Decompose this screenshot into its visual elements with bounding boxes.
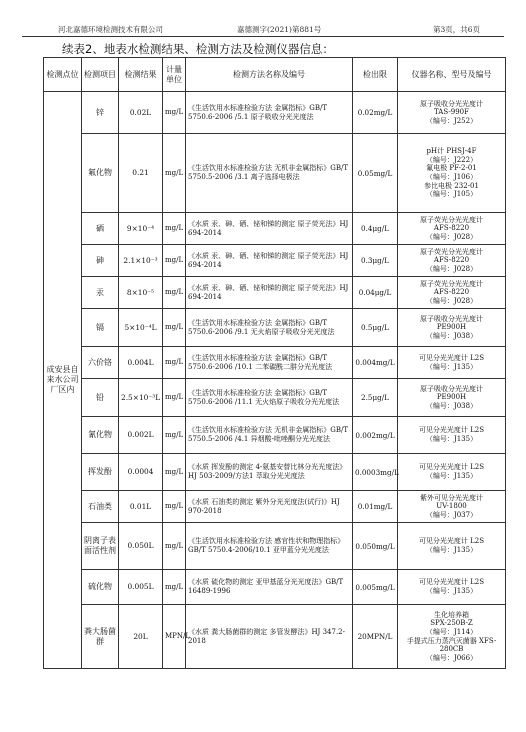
col-header-method: 检测方法名称及编号 (186, 58, 353, 92)
instrument-cell (398, 347, 506, 379)
unit-cell: mg/L (163, 347, 186, 379)
instrument-line: （编号：J106） (425, 173, 478, 181)
table-row (44, 92, 506, 134)
instrument-line: 可见分光光度计 L2S (418, 578, 485, 587)
instrument-line: AFS-8220 (433, 256, 470, 265)
limit-cell: 0.02mg/L (353, 92, 398, 134)
item-cell: 挥发酚 (82, 454, 119, 491)
instrument-cell (398, 417, 506, 454)
table-row (44, 491, 506, 523)
col-header-location: 检测点位 (44, 58, 82, 92)
method-cell: 《生活饮用水标准检验方法 金属指标》GB/T 5750.6-2006 /9.1 无火焰原子吸收分光光度法 (186, 309, 353, 347)
instrument-line: SPX-250B-Z (430, 619, 473, 628)
limit-cell: 0.4μg/L (353, 213, 398, 245)
instrument-line: （编号：J135） (425, 546, 478, 554)
table-row (44, 134, 506, 213)
limit-cell: 0.01mg/L (353, 491, 398, 523)
instrument-cell (398, 605, 506, 669)
instrument-line: TAS-990F (434, 108, 469, 117)
unit-cell: mg/L (163, 454, 186, 491)
col-header-result: 检测结果 (119, 58, 163, 92)
item-cell: 氰化物 (82, 417, 119, 454)
table-body (44, 92, 506, 669)
result-cell: 5×10⁻⁴L (119, 309, 163, 347)
instrument-line: （编号：J028） (425, 264, 478, 273)
method-cell: 《生活饮用水标准检验方法 金属指标》GB/T 5750.6-2006 /5.1 原子吸收分光光度法 (186, 92, 353, 134)
table-row (44, 417, 506, 454)
result-cell: 0.01L (119, 491, 163, 523)
instrument-cell (398, 491, 506, 523)
instrument-line: AFS-8220 (433, 224, 470, 233)
instrument-line: pH计 PHSJ-4F (426, 147, 477, 156)
method-cell: 《水质 挥发酚的测定 4-氨基安替比林分光光度法》HJ 503-2009/方法1 萃取分光光度法 (186, 454, 353, 491)
method-cell: 《水质 粪大肠菌群的测定 多管发酵法》HJ 347.2-2018 (186, 605, 353, 669)
item-cell: 阴离子表面活性剂 (82, 523, 119, 570)
instrument-line: （编号：J028） (425, 296, 478, 305)
unit-cell: mg/L (163, 277, 186, 309)
result-cell: 0.21 (119, 134, 163, 213)
result-cell: 8×10⁻⁵ (119, 277, 163, 309)
table-row (44, 309, 506, 347)
instrument-line: （编号：J222） (425, 155, 478, 164)
instrument-line: 原子荧光分光光度计 (420, 247, 483, 256)
item-cell: 氟化物 (82, 134, 119, 213)
instrument-line: （编号：J028） (425, 232, 478, 241)
instrument-line: （编号：J037） (425, 510, 478, 519)
method-cell: 《生活饮用水标准检验方法 无机非金属指标》GB/T 5750.5-2006 /3.1 离子选择电极法 (186, 134, 353, 213)
unit-cell: mg/L (163, 309, 186, 347)
table-row (44, 605, 506, 669)
unit-cell: mg/L (163, 213, 186, 245)
instrument-cell (398, 523, 506, 570)
instrument-line: 紫外可见分光光度计 (420, 493, 483, 502)
unit-cell: mg/L (163, 134, 186, 213)
instrument-line: 原子荧光分光光度计 (420, 215, 483, 224)
item-cell: 粪大肠菌群 (82, 605, 119, 669)
instrument-cell (398, 570, 506, 605)
unit-cell: mg/L (163, 491, 186, 523)
item-cell: 硫化物 (82, 570, 119, 605)
result-cell: 0.002L (119, 417, 163, 454)
instrument-line: 可见分光光度计 L2S (418, 463, 485, 472)
table-row (44, 454, 506, 491)
method-cell: 《水质 硫化物的测定 亚甲基蓝分光光度法》GB/T 16489-1996 (186, 570, 353, 605)
item-cell: 砷 (82, 245, 119, 277)
limit-cell: 0.3μg/L (353, 245, 398, 277)
result-cell: 9×10⁻⁴ (119, 213, 163, 245)
limit-cell: 0.0003mg/L (353, 454, 398, 491)
table-row (44, 245, 506, 277)
result-cell: 2.5×10⁻³L (119, 379, 163, 417)
result-cell: 0.0004 (119, 454, 163, 491)
col-header-instrument: 仪器名称、型号及编号 (398, 58, 506, 92)
item-cell: 石油类 (82, 491, 119, 523)
instrument-line: 手提式压力蒸汽灭菌器 XFS-280CB (406, 636, 497, 654)
col-header-item: 检测项目 (82, 58, 119, 92)
item-cell: 锌 (82, 92, 119, 134)
instrument-line: 原子吸收分光光度计 (420, 314, 483, 323)
limit-cell: 0.002mg/L (353, 417, 398, 454)
method-cell: 《水质 石油类的测定 紫外分光光度法(试行)》HJ 970-2018 (186, 491, 353, 523)
instrument-line: 原子荧光分光光度计 (420, 279, 483, 288)
instrument-line: AFS-8220 (433, 288, 470, 297)
instrument-line: （编号：J038） (425, 401, 478, 410)
item-cell: 六价铬 (82, 347, 119, 379)
method-cell: 《水质 汞、砷、硒、铋和锑的测定 原子荧光法》HJ 694-2014 (186, 277, 353, 309)
item-cell: 汞 (82, 277, 119, 309)
instrument-line: （编号：J135） (425, 587, 478, 595)
report-number: 嘉德测字(2021)第881号 (237, 25, 322, 34)
table-row (44, 570, 506, 605)
method-cell: 《生活饮用水标准检验方法 金属指标》GB/T 5750.6-2006 /11.1 无火焰原子吸收分光光度法 (186, 379, 353, 417)
method-cell: 《生活饮用水标准检验方法 金属指标》GB/T 5750.6-2006 /10.1 二苯碳酰二肼分光光度法 (186, 347, 353, 379)
location-cell: 成安县自来水公司厂区内 (44, 92, 82, 669)
instrument-line: UV-1800 (436, 502, 467, 511)
instrument-cell (398, 213, 506, 245)
unit-cell: mg/L (163, 379, 186, 417)
results-table (43, 57, 506, 669)
method-cell: 《水质 汞、砷、硒、铋和锑的测定 原子荧光法》HJ 694-2014 (186, 213, 353, 245)
unit-cell: mg/L (163, 523, 186, 570)
instrument-cell (398, 309, 506, 347)
item-cell: 铅 (82, 379, 119, 417)
instrument-cell (398, 277, 506, 309)
limit-cell: 0.5μg/L (353, 309, 398, 347)
instrument-cell (398, 379, 506, 417)
instrument-line: 生化培养箱 (434, 610, 469, 619)
instrument-line: 原子吸收分光光度计 (420, 384, 483, 393)
instrument-line: 原子吸收分光光度计 (420, 99, 483, 108)
item-cell: 镉 (82, 309, 119, 347)
limit-cell: 0.04μg/L (353, 277, 398, 309)
company-name: 河北嘉德环境检测技术有限公司 (58, 25, 163, 34)
page-number: 第3页，共6页 (432, 25, 480, 34)
instrument-line: 可见分光光度计 L2S (418, 537, 485, 546)
col-header-unit: 计量单位 (163, 58, 186, 92)
result-cell: 20L (119, 605, 163, 669)
limit-cell: 0.004mg/L (353, 347, 398, 379)
method-cell: 《生活饮用水标准检验方法 无机非金属指标》GB/T 5750.5-2006 /4.1 异烟酸-吡唑酮分光光度法 (186, 417, 353, 454)
table-row (44, 277, 506, 309)
table-title: 续表2、地表水检测结果、检测方法及检测仪器信息： (62, 42, 334, 56)
limit-cell: 0.005mg/L (353, 570, 398, 605)
unit-cell: MPN/L (163, 605, 186, 669)
unit-cell: mg/L (163, 245, 186, 277)
instrument-line: （编号：J135） (425, 435, 478, 443)
result-cell: 0.050L (119, 523, 163, 570)
instrument-cell (398, 134, 506, 213)
limit-cell: 2.5μg/L (353, 379, 398, 417)
instrument-line: （编号：J135） (425, 472, 478, 480)
table-row (44, 213, 506, 245)
item-cell: 硒 (82, 213, 119, 245)
instrument-line: （编号：J066） (425, 653, 478, 662)
instrument-cell (398, 454, 506, 491)
instrument-line: 可见分光光度计 L2S (418, 353, 485, 362)
limit-cell: 0.05mg/L (353, 134, 398, 213)
instrument-line: 氟电极 PF-2-01 (426, 164, 477, 173)
table-row (44, 347, 506, 379)
result-cell: 0.02L (119, 92, 163, 134)
instrument-cell (398, 245, 506, 277)
instrument-cell (398, 92, 506, 134)
instrument-line: PE900H (436, 323, 467, 332)
page-header (22, 22, 504, 37)
table-row (44, 379, 506, 417)
table-header-row (44, 58, 506, 92)
result-cell: 0.004L (119, 347, 163, 379)
instrument-line: 可见分光光度计 L2S (418, 426, 485, 435)
limit-cell: 20MPN/L (353, 605, 398, 669)
instrument-line: （编号：J114） (425, 627, 478, 636)
instrument-line: PE900H (436, 393, 467, 402)
table-row (44, 523, 506, 570)
instrument-line: 参比电极 232-01 (424, 181, 479, 190)
col-header-limit: 检出限 (353, 58, 398, 92)
instrument-line: （编号：J135） (425, 362, 478, 371)
unit-cell: mg/L (163, 570, 186, 605)
instrument-line: （编号：J252） (425, 116, 478, 125)
limit-cell: 0.050mg/L (353, 523, 398, 570)
result-cell: 2.1×10⁻³ (119, 245, 163, 277)
instrument-line: （编号：J105） (425, 190, 478, 199)
unit-cell: mg/L (163, 92, 186, 134)
unit-cell: mg/L (163, 417, 186, 454)
instrument-line: （编号：J038） (425, 331, 478, 340)
method-cell: 《生活饮用水标准检验方法 感官性状和物理指标》GB/T 5750.4-2006/10.1 亚甲蓝分光光度法 (186, 523, 353, 570)
method-cell: 《水质 汞、砷、硒、铋和锑的测定 原子荧光法》HJ 694-2014 (186, 245, 353, 277)
result-cell: 0.005L (119, 570, 163, 605)
